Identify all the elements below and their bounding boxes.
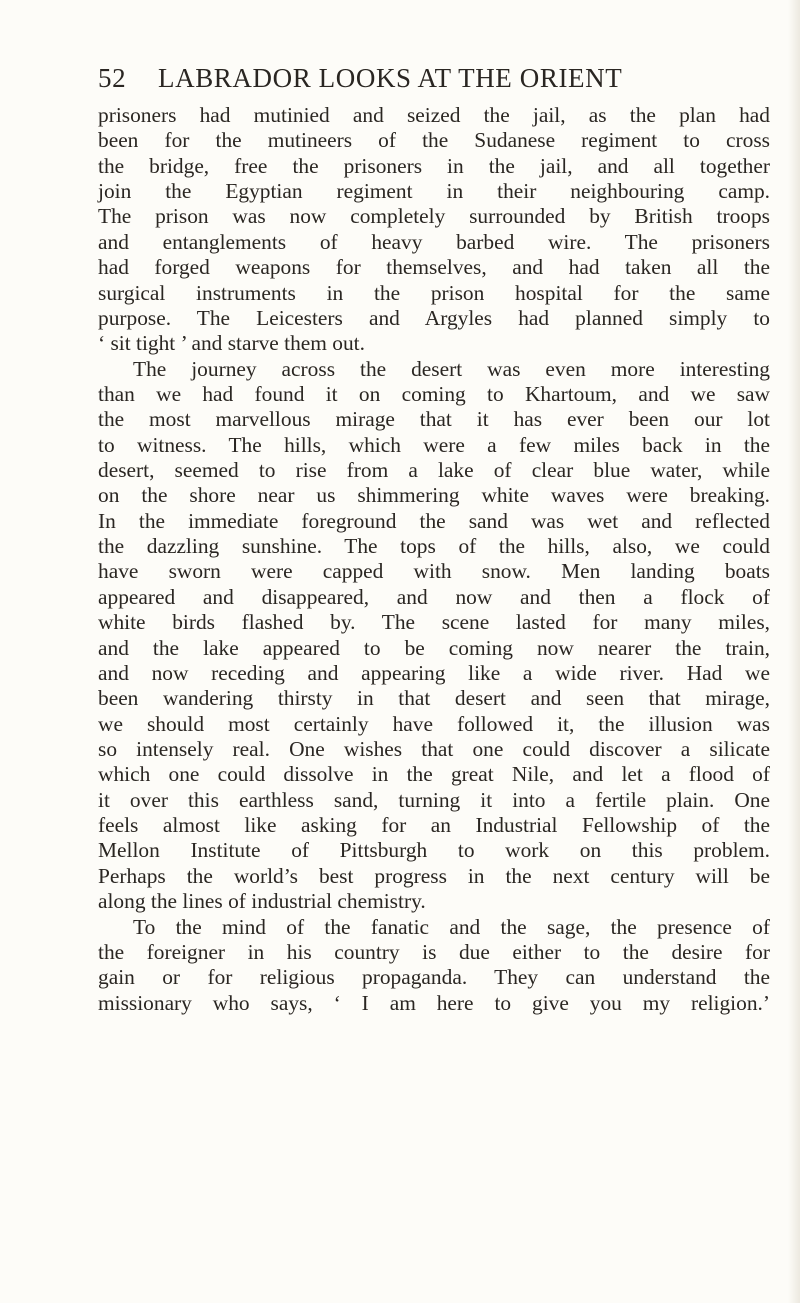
text-line: the foreigner in his country is due either to the desire for: [98, 939, 770, 964]
text-line: we should most certainly have followed it, the illusion was: [98, 711, 770, 736]
page-number: 52: [98, 63, 127, 93]
text-line: Perhaps the world’s best progress in the next century will be: [98, 863, 770, 888]
text-line: along the lines of industrial chemistry.: [98, 889, 426, 914]
text-line: had forged weapons for themselves, and had taken all the: [98, 255, 770, 280]
text-line: prisoners had mutinied and seized the jail, as the plan had: [98, 103, 770, 127]
text-line: than we had found it on coming to Khartoum, and we saw: [98, 381, 770, 406]
text-line: purpose. The Leicesters and Argyles had planned simply to: [98, 305, 770, 330]
text-line: desert, seemed to rise from a lake of clear blue water, while: [98, 458, 770, 483]
text-line: gain or for religious propaganda. They can understand the: [98, 965, 770, 990]
text-line: so intensely real. One wishes that one could discover a silicate: [98, 736, 770, 761]
text-line: the dazzling sunshine. The tops of the hills, also, we could: [98, 534, 770, 559]
text-line: white birds flashed by. The scene lasted for many miles,: [98, 610, 770, 635]
text-line: join the Egyptian regiment in their neighbouring camp.: [98, 179, 770, 204]
page-edge-shadow: [788, 0, 800, 1303]
text-line: appeared and disappeared, and now and then a flock of: [98, 584, 770, 609]
text-line: and entanglements of heavy barbed wire. The prisoners: [98, 229, 770, 254]
running-title: LABRADOR LOOKS AT THE ORIENT: [158, 63, 623, 93]
text-line: and now receding and appearing like a wide river. Had we: [98, 660, 770, 685]
text-line: ‘ sit tight ’ and starve them out.: [98, 331, 365, 356]
text-line: Mellon Institute of Pittsburgh to work on this problem.: [98, 838, 770, 863]
page-header: [98, 58, 718, 98]
text-line: been for the mutineers of the Sudanese regiment to cross: [98, 128, 770, 153]
text-line: In the immediate foreground the sand was wet and reflected: [98, 508, 770, 533]
text-line: surgical instruments in the prison hospital for the same: [98, 280, 770, 305]
text-line: to witness. The hills, which were a few miles back in the: [98, 432, 770, 457]
text-line: have sworn were capped with snow. Men landing boats: [98, 559, 770, 584]
text-line: the bridge, free the prisoners in the jail, and all together: [98, 153, 770, 178]
text-line: missionary who says, ‘ I am here to give you my religion.’: [98, 990, 770, 1015]
text-line: The journey across the desert was even more interesting: [133, 356, 770, 381]
text-line: which one could dissolve in the great Nile, and let a flood of: [98, 762, 770, 787]
text-line: The prison was now completely surrounded by British troops: [98, 204, 770, 229]
body-text: [98, 103, 770, 1016]
text-line: on the shore near us shimmering white waves were breaking.: [98, 483, 770, 508]
text-line: been wandering thirsty in that desert and seen that mirage,: [98, 686, 770, 711]
text-line: the most marvellous mirage that it has ever been our lot: [98, 407, 770, 432]
text-line: To the mind of the fanatic and the sage, the presence of: [133, 914, 770, 939]
text-line: and the lake appeared to be coming now nearer the train,: [98, 635, 770, 660]
text-line: feels almost like asking for an Industrial Fellowship of the: [98, 813, 770, 838]
text-line: it over this earthless sand, turning it into a fertile plain. One: [98, 787, 770, 812]
